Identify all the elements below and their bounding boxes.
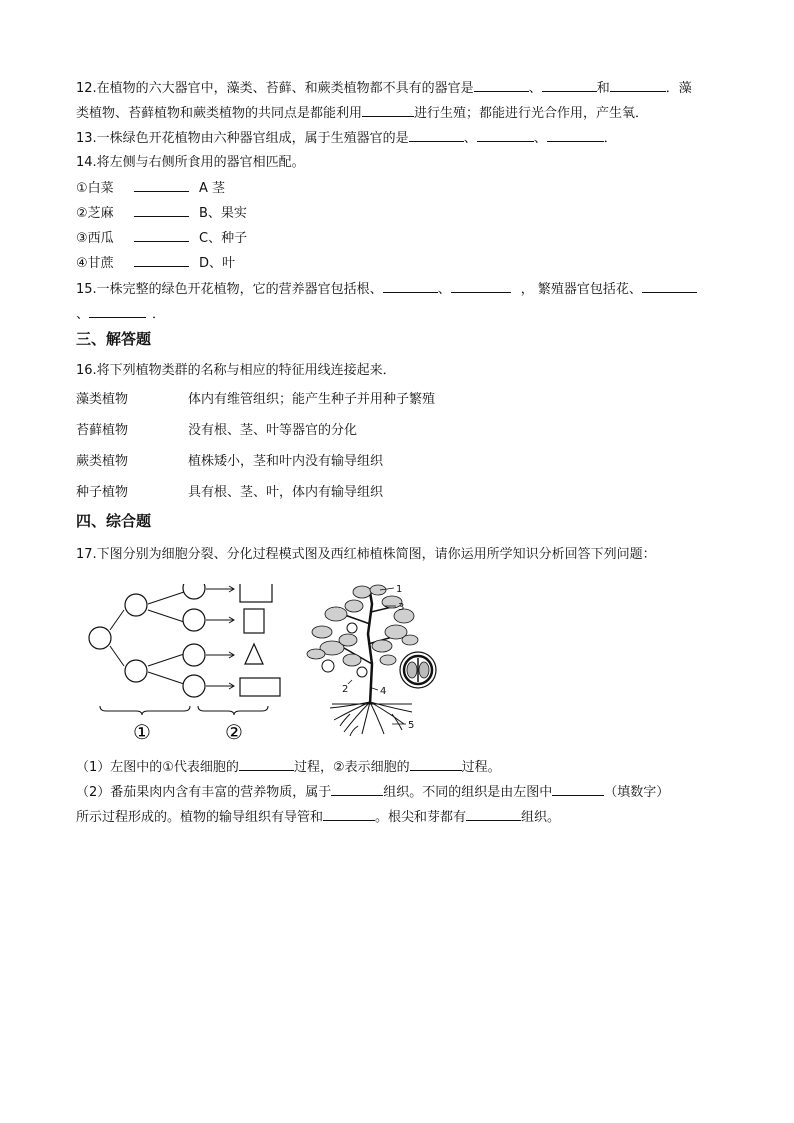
q17-text: 。根尖和芽都有 [375, 810, 467, 825]
cell-circle [125, 594, 147, 616]
q12-line1 [76, 79, 692, 98]
q17-blank-3[interactable] [331, 783, 383, 796]
q14-left: ②芝麻 [76, 206, 114, 221]
q15-line2 [76, 305, 165, 324]
q14-title: 14.将左侧与右侧所食用的器官相匹配。 [76, 155, 305, 170]
q12-text: 类植物、苔藓植物和蕨类植物的共同点是都能利用 [76, 106, 363, 121]
q16-feature[interactable]: 没有根、茎、叶等器官的分化 [188, 423, 358, 438]
q14-blank-2[interactable] [134, 204, 189, 217]
q13-blank-2[interactable] [477, 129, 534, 142]
q14-right: C、种子 [199, 231, 248, 246]
process-marker-2: ② [225, 720, 243, 744]
q13-text: 13.一株绿色开花植物由六种器官组成，属于生殖器官的是 [76, 131, 409, 146]
q15-end: ． [152, 307, 166, 322]
q16-row [76, 391, 435, 409]
q15-text: ， 繁殖器官包括花、 [520, 282, 642, 297]
q15-blank-2[interactable] [451, 280, 511, 293]
q16-feature[interactable]: 植株矮小，茎和叶内没有输导组织 [188, 454, 384, 469]
q12-sep: 和 [596, 81, 610, 96]
q17-text: 过程，②表示细胞的 [293, 760, 410, 775]
q12-blank-2[interactable] [542, 79, 597, 92]
roots-drawing [330, 702, 415, 736]
q14-blank-4[interactable] [134, 254, 189, 267]
cell-triangle [245, 644, 263, 664]
cells [89, 584, 280, 697]
q16-group-name[interactable]: 种子植物 [76, 485, 129, 500]
q13-blank-1[interactable] [409, 129, 464, 142]
q16-feature[interactable]: 体内有维管组织；能产生种子并用种子繁殖 [188, 392, 436, 407]
q14-blank-3[interactable] [134, 229, 189, 242]
q14-blank-1[interactable] [134, 179, 189, 192]
q17-text: 组织。不同的组织是由左图中 [383, 785, 553, 800]
cell-rect [240, 584, 272, 602]
cell-rect [244, 609, 264, 633]
cell-circle [183, 675, 205, 697]
q13-blank-3[interactable] [547, 129, 604, 142]
q17-blank-2[interactable] [410, 758, 462, 771]
q15-blank-1[interactable] [383, 280, 438, 293]
q17-sub2-line1 [76, 783, 669, 802]
q12-text: ．藻 [665, 81, 692, 96]
cell-circle [89, 627, 111, 649]
label-2: 2 [342, 684, 349, 695]
braces [100, 706, 268, 715]
leaves-drawing [307, 585, 418, 666]
section-3-heading: 三、解答题 [76, 330, 152, 348]
cell-circle [183, 644, 205, 666]
q17-blank-5[interactable] [323, 808, 375, 821]
q17-sub2-line2 [76, 808, 560, 827]
q17-text: （填数字） [604, 785, 670, 800]
q13-end: ． [603, 131, 617, 146]
q17-blank-4[interactable] [552, 783, 604, 796]
q17-blank-6[interactable] [466, 808, 521, 821]
q16-feature[interactable]: 具有根、茎、叶，体内有输导组织 [188, 485, 384, 500]
q14-right: A 茎 [199, 181, 226, 196]
q12-sep: 、 [528, 81, 542, 96]
q14-right: D、叶 [199, 256, 236, 271]
q15-sep: 、 [437, 282, 451, 297]
cell-rect [240, 678, 280, 696]
q14-row [76, 179, 225, 198]
section-4-heading: 四、综合题 [76, 512, 152, 530]
cell-circle [183, 609, 205, 631]
q14-row [76, 204, 247, 223]
q16-title: 16.将下列植物类群的名称与相应的特征用线连接起来． [76, 363, 396, 378]
q17-text: （1）左图中的①代表细胞的 [76, 760, 239, 775]
cell-circle [125, 660, 147, 682]
cell-circle [183, 584, 205, 599]
q15-text: 15.一株完整的绿色开花植物，它的营养器官包括根、 [76, 282, 383, 297]
q17-text: 过程。 [461, 760, 501, 775]
q16-row [76, 484, 383, 502]
q15-blank-3[interactable] [642, 280, 697, 293]
q14-row [76, 254, 235, 273]
q17-text: 组织。 [521, 810, 561, 825]
stem-drawing [368, 592, 372, 704]
q13-line [76, 129, 617, 148]
label-4: 4 [380, 686, 387, 697]
q15-sep: 、 [76, 307, 90, 322]
cell-division-diagram [84, 584, 284, 744]
q12-blank-1[interactable] [474, 79, 529, 92]
q17-text: （2）番茄果肉内含有丰富的营养物质，属于 [76, 785, 332, 800]
q14-left: ④甘蔗 [76, 256, 114, 271]
q16-group-name[interactable]: 蕨类植物 [76, 454, 129, 469]
q16-row [76, 453, 383, 471]
process-marker-1: ① [133, 720, 151, 744]
q16-group-name[interactable]: 藻类植物 [76, 392, 129, 407]
q14-left: ①白菜 [76, 181, 114, 196]
tomato-cross-section [400, 652, 436, 688]
q13-sep: 、 [533, 131, 547, 146]
q17-title: 17.下图分别为细胞分裂、分化过程模式图及西红柿植株简图，请你运用所学知识分析回答下列问题： [76, 547, 656, 562]
q16-group-name[interactable]: 苔藓植物 [76, 423, 129, 438]
q17-blank-1[interactable] [239, 758, 294, 771]
q13-sep: 、 [463, 131, 477, 146]
tomato-plant-diagram [292, 584, 452, 740]
q12-line2 [76, 104, 648, 123]
label-1: 1 [396, 584, 403, 595]
q14-row [76, 229, 247, 248]
q12-blank-4[interactable] [362, 104, 414, 117]
q15-blank-4[interactable] [89, 305, 146, 318]
q17-sub1 [76, 758, 501, 777]
q12-text: 进行生殖；都能进行光合作用，产生氧． [414, 106, 649, 121]
label-5: 5 [408, 720, 415, 731]
q14-right: B、果实 [199, 206, 247, 221]
q12-text: 12.在植物的六大器官中，藻类、苔藓、和蕨类植物都不具有的器官是 [76, 81, 474, 96]
q17-text: 所示过程形成的。植物的输导组织有导管和 [76, 810, 324, 825]
q14-left: ③西瓜 [76, 231, 114, 246]
label-3: 3 [398, 602, 405, 613]
q16-row [76, 422, 357, 440]
q12-blank-3[interactable] [610, 79, 666, 92]
q15-line1 [76, 280, 697, 299]
